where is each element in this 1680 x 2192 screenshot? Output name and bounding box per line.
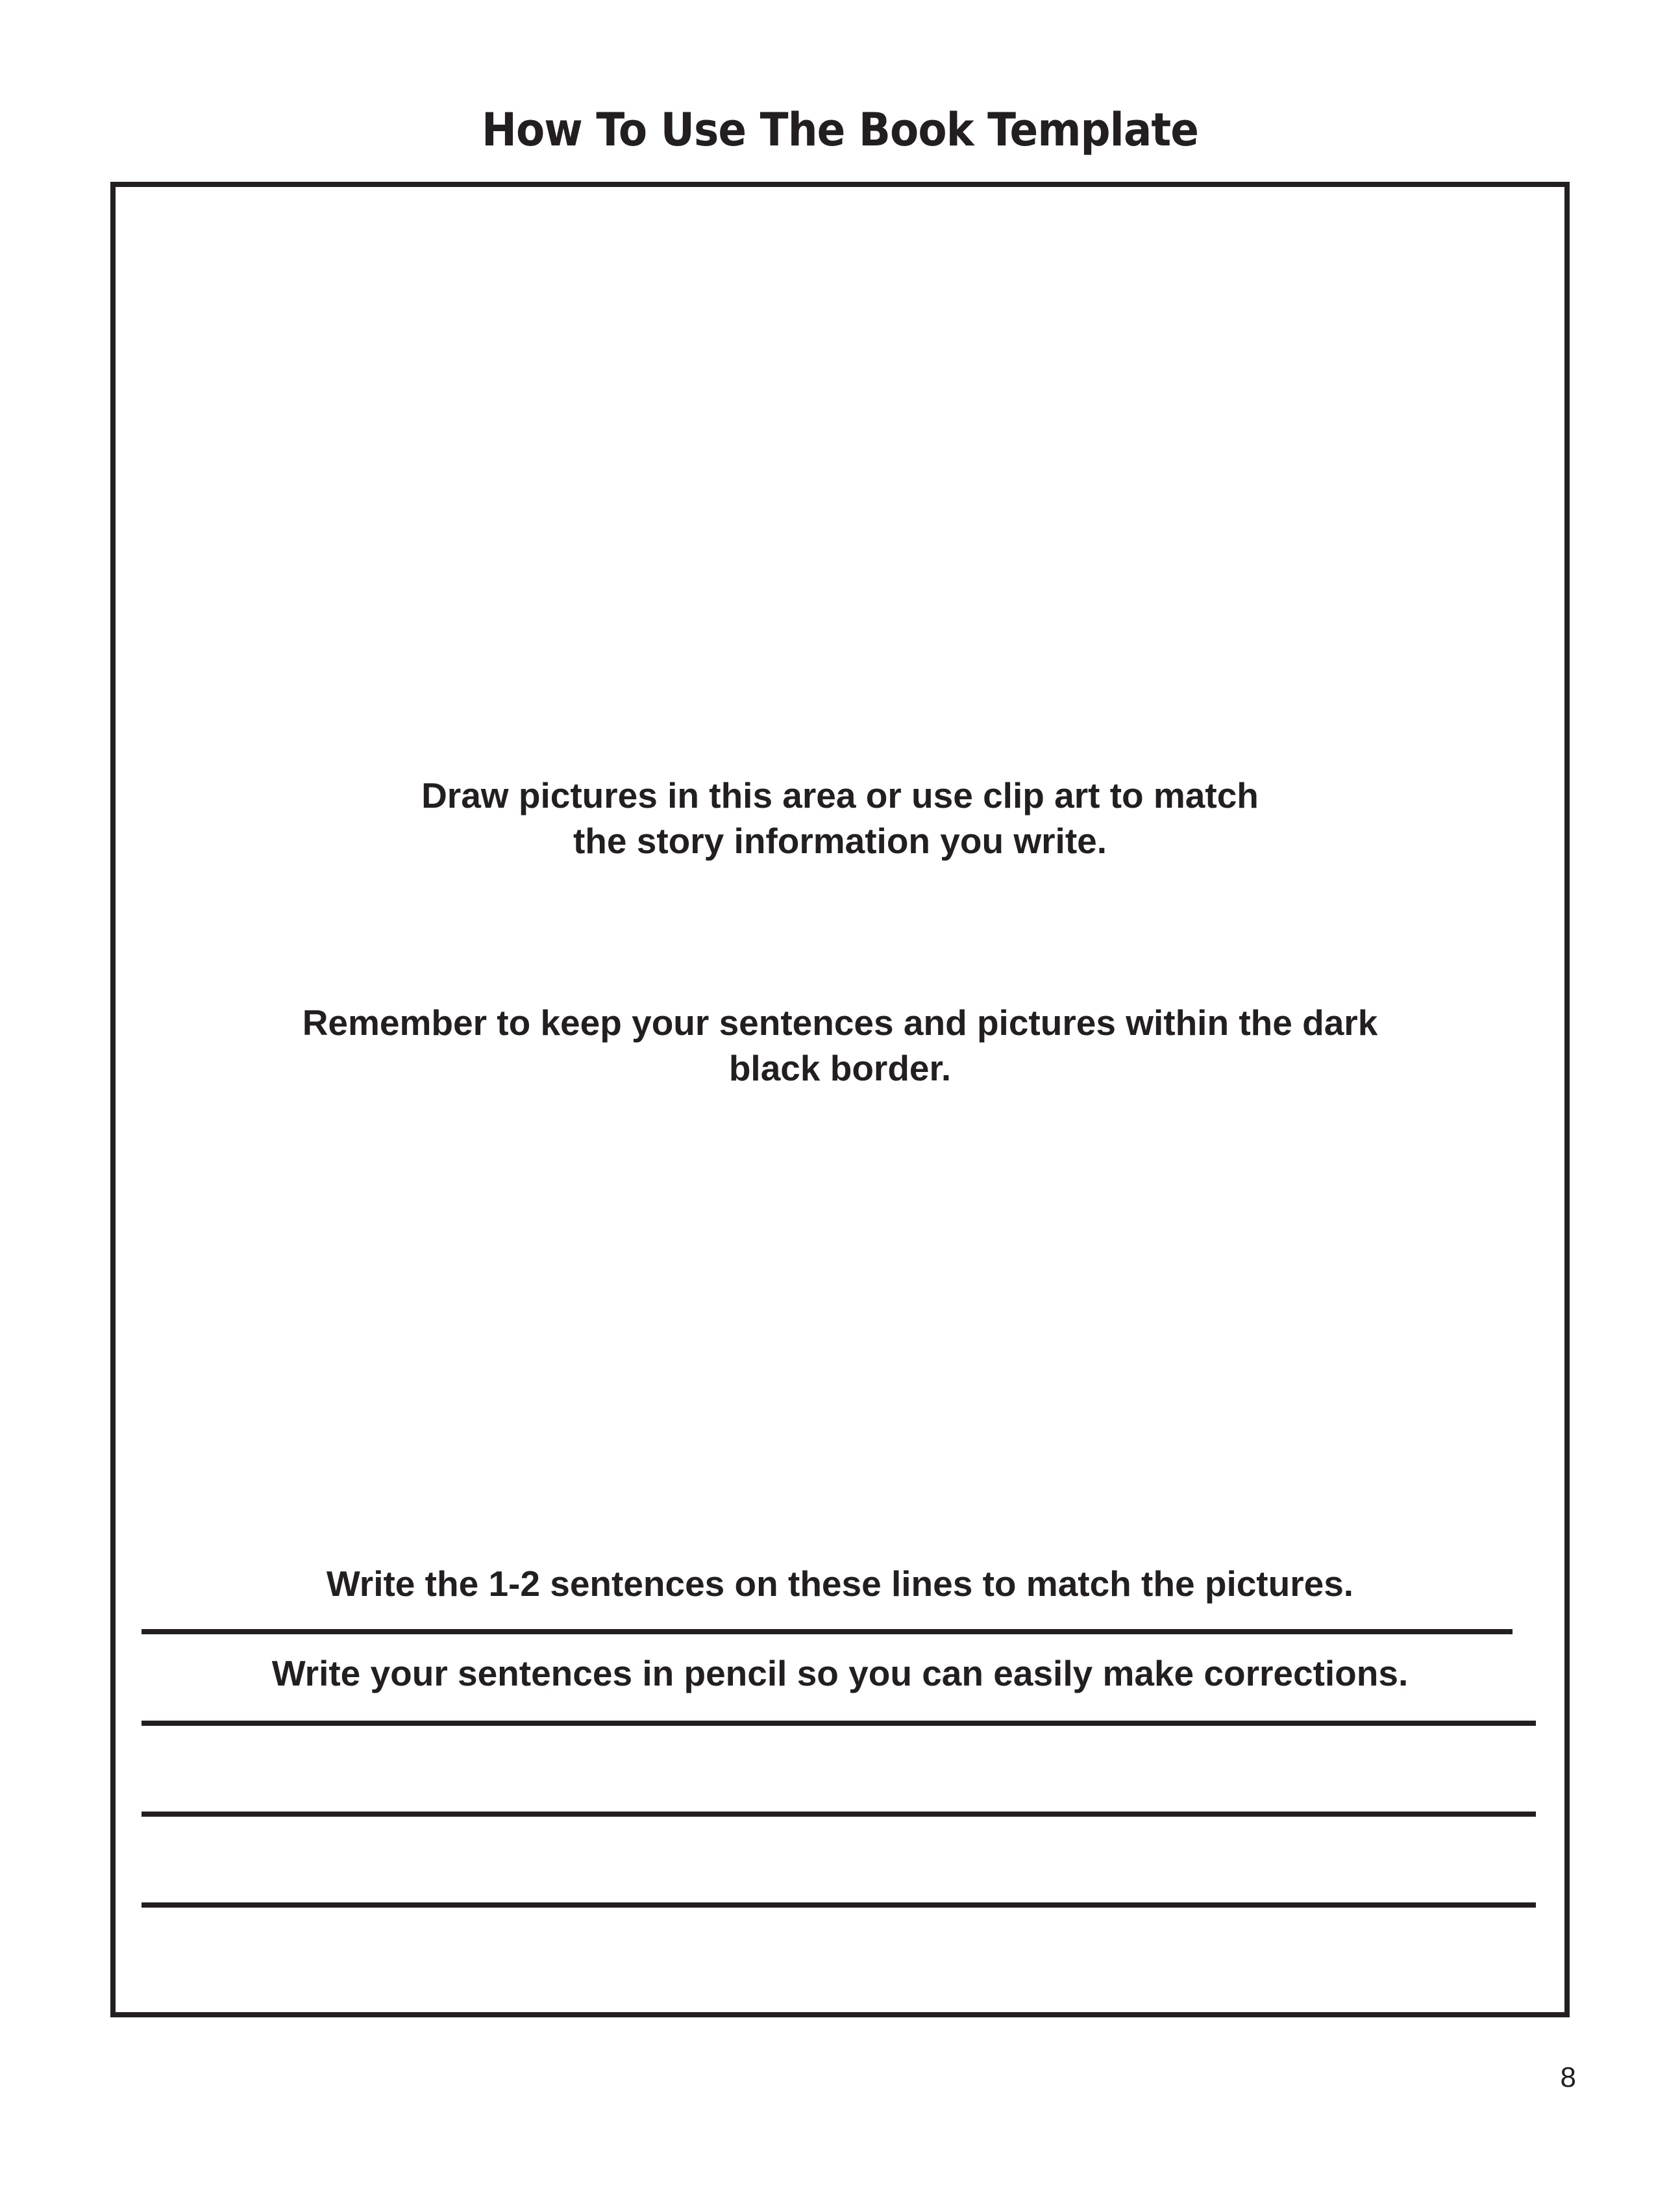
page-number: 8 (1560, 2061, 1576, 2093)
writing-lines-instruction: Write the 1-2 sentences on these lines to match the pictures. (326, 1563, 1354, 1604)
instruction-line: the story information you write. (573, 821, 1107, 861)
picture-area-instruction (0, 773, 1680, 864)
writing-line (142, 1721, 1536, 1726)
writing-line (142, 1812, 1536, 1817)
page-border-frame (110, 182, 1570, 2017)
instruction-line: Remember to keep your sentences and pictures within the dark (302, 1003, 1378, 1043)
page-title: How To Use The Book Template (481, 103, 1199, 156)
pencil-instruction: Write your sentences in pencil so you can easily make corrections. (271, 1653, 1409, 1693)
instruction-line: black border. (728, 1048, 952, 1088)
writing-line (142, 1902, 1536, 1908)
instruction-line: Draw pictures in this area or use clip art to match (421, 775, 1259, 816)
border-reminder-instruction (0, 1000, 1680, 1091)
writing-line (142, 1629, 1513, 1634)
